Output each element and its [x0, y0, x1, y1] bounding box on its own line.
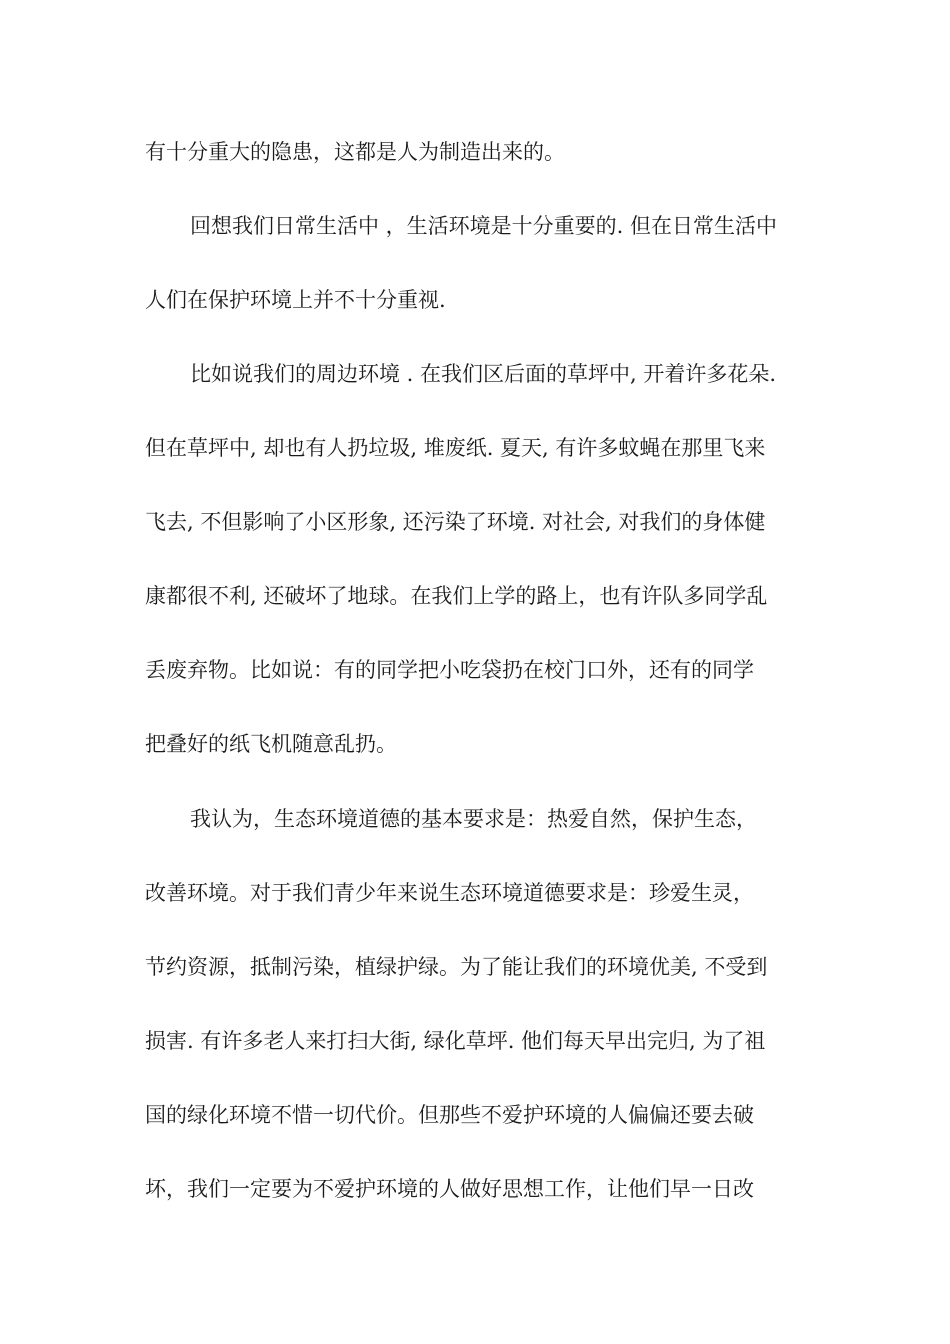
- text-line-15: 坏，我们一定要为不爱护环境的人做好思想工作，让他们早一日改: [145, 1177, 754, 1201]
- text-line-13: 损害. 有许多老人来打扫大街, 绿化草坪. 他们每天早出完归, 为了祖: [145, 1029, 766, 1053]
- paragraph-first-line: 我认为，生态环境道德的基本要求是：热爱自然，保护生态，: [190, 807, 757, 831]
- text-line-14: 国的绿化环境不惜一切代价。但那些不爱护环境的人偏偏还要去破: [145, 1103, 754, 1127]
- paragraph-first-line: 回想我们日常生活中 ，生活环境是十分重要的. 但在日常生活中: [190, 214, 778, 238]
- text-line-3: 人们在保护环境上并不十分重视.: [145, 288, 446, 312]
- text-line-1: 有十分重大的隐患，这都是人为制造出来的。: [145, 140, 565, 164]
- text-line-8: 丢废弃物。比如说：有的同学把小吃袋扔在校门口外，还有的同学: [145, 658, 754, 682]
- text-line-12: 节约资源，抵制污染，植绿护绿。为了能让我们的环境优美, 不受到: [145, 955, 768, 979]
- text-line-9: 把叠好的纸飞机随意乱扔。: [145, 732, 397, 756]
- text-line-6: 飞去, 不但影响了小区形象, 还污染了环境. 对社会, 对我们的身体健: [145, 510, 766, 534]
- text-line-11: 改善环境。对于我们青少年来说生态环境道德要求是：珍爱生灵，: [145, 881, 754, 905]
- text-line-7: 康都很不利, 还破坏了地球。在我们上学的路上，也有许队多同学乱: [145, 584, 768, 608]
- paragraph-first-line: 比如说我们的周边环境 . 在我们区后面的草坪中, 开着许多花朵.: [190, 362, 777, 386]
- text-line-5: 但在草坪中, 却也有人扔垃圾, 堆废纸. 夏天, 有许多蚊蝇在那里飞来: [145, 436, 766, 460]
